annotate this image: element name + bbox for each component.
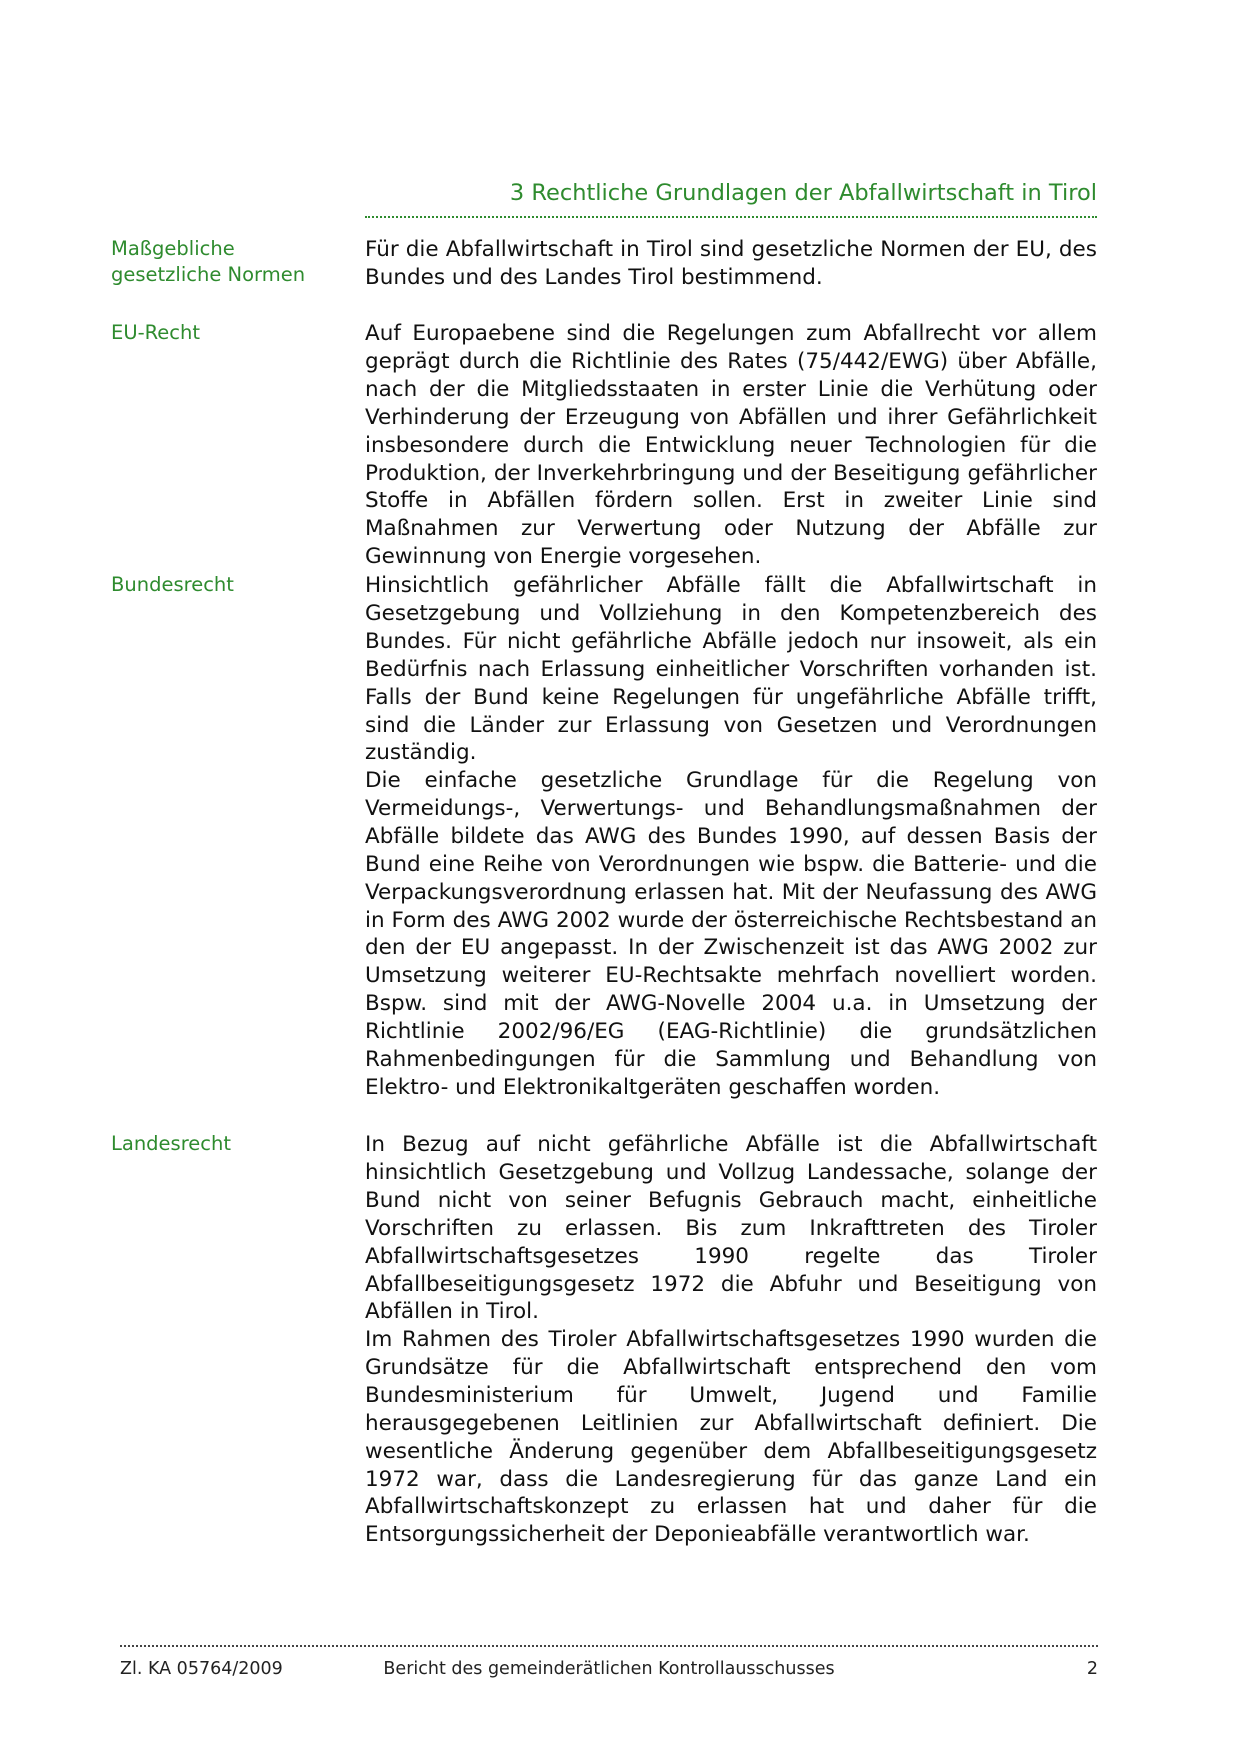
margin-label-eu-recht: EU-Recht: [111, 321, 201, 344]
paragraph: Im Rahmen des Tiroler Abfallwirtschaftsgesetzes 1990 wurden die Grundsätze für die Abfallwirtschaft entsprechend den vom Bundesministerium für Umwelt, Jugend und Familie herausgegebenen Leitlinien zur Abfallwirtschaft definiert. Die wesentliche Änderung gegenüber dem Abfallbeseitigungsgesetz 1972 war, dass die Landesregierung für das ganze Land ein Abfallwirtschaftskonzept zu erlassen hat und daher für die Entsorgungssicherheit der Deponieabfälle verantwortlich war.: [365, 1327, 1097, 1548]
page-footer: [120, 1645, 1098, 1679]
page-number: 2: [1086, 1659, 1098, 1679]
page-header: [365, 178, 1097, 218]
chapter-title: 3 Rechtliche Grundlagen der Abfallwirtschaft in Tirol: [509, 180, 1097, 206]
paragraph: Auf Europaebene sind die Regelungen zum Abfallrecht vor allem geprägt durch die Richtlinie des Rates (75/442/EWG) über Abfälle, nach der die Mitgliedsstaaten in erster Linie die Verhütung oder Verhinderung der Erzeugung von Abfällen und ihrer Gefährlichkeit insbesondere durch die Entwicklung neuer Technologien für die Produktion, der Inverkehrbringung und der Beseitigung gefährlicher Stoffe in Abfällen fördern sollen. Erst in zweiter Linie sind Maßnahmen zur Verwertung oder Nutzung der Abfälle zur Gewinnung von Energie vorgesehen.: [365, 321, 1097, 570]
paragraph: In Bezug auf nicht gefährliche Abfälle ist die Abfallwirtschaft hinsichtlich Gesetzgebung und Vollzug Landessache, solange der Bund nicht von seiner Befugnis Gebrauch macht, einheitliche Vorschriften zu erlassen. Bis zum Inkrafttreten des Tiroler Abfallwirtschaftsgesetzes 1990 regelte das Tiroler Abfallbeseitigungsgesetz 1972 die Abfuhr und Beseitigung von Abfällen in Tirol.: [365, 1132, 1097, 1325]
paragraph: Die einfache gesetzliche Grundlage für die Regelung von Vermeidungs-, Verwertungs- und Behandlungsmaßnahmen der Abfälle bildete das AWG des Bundes 1990, auf dessen Basis der Bund eine Reihe von Verordnungen wie bspw. die Batterie- und die Verpackungsverordnung erlassen hat. Mit der Neufassung des AWG in Form des AWG 2002 wurde der österreichische Rechtsbestand an den der EU angepasst. In der Zwischenzeit ist das AWG 2002 zur Umsetzung weiterer EU-Rechtsakte mehrfach novelliert worden. Bspw. sind mit der AWG-Novelle 2004 u.a. in Umsetzung der Richtlinie 2002/96/EG (EAG-Richtlinie) die grundsätzlichen Rahmenbedingungen für die Sammlung und Behandlung von Elektro- und Elektronikaltgeräten geschaffen worden.: [365, 768, 1097, 1100]
paragraph: Für die Abfallwirtschaft in Tirol sind gesetzliche Normen der EU, des Bundes und des Landes Tirol bestimmend.: [365, 237, 1097, 290]
margin-label-bundesrecht: Bundesrecht: [111, 573, 234, 596]
margin-label-landesrecht: Landesrecht: [111, 1132, 232, 1155]
margin-label-normen: Maßgebliche gesetzliche Normen: [111, 237, 306, 286]
report-title: Bericht des gemeinderätlichen Kontrollausschusses: [383, 1659, 835, 1679]
paragraph: Hinsichtlich gefährlicher Abfälle fällt die Abfallwirtschaft in Gesetzgebung und Vollziehung in den Kompetenzbereich des Bundes. Für nicht gefährliche Abfälle jedoch nur insoweit, als ein Bedürfnis nach Erlassung einheitlicher Vorschriften vorhanden ist. Falls der Bund keine Regelungen für ungefährliche Abfälle trifft, sind die Länder zur Erlassung von Gesetzen und Verordnungen zuständig.: [365, 573, 1097, 766]
document-reference: Zl. KA 05764/2009: [120, 1659, 283, 1679]
